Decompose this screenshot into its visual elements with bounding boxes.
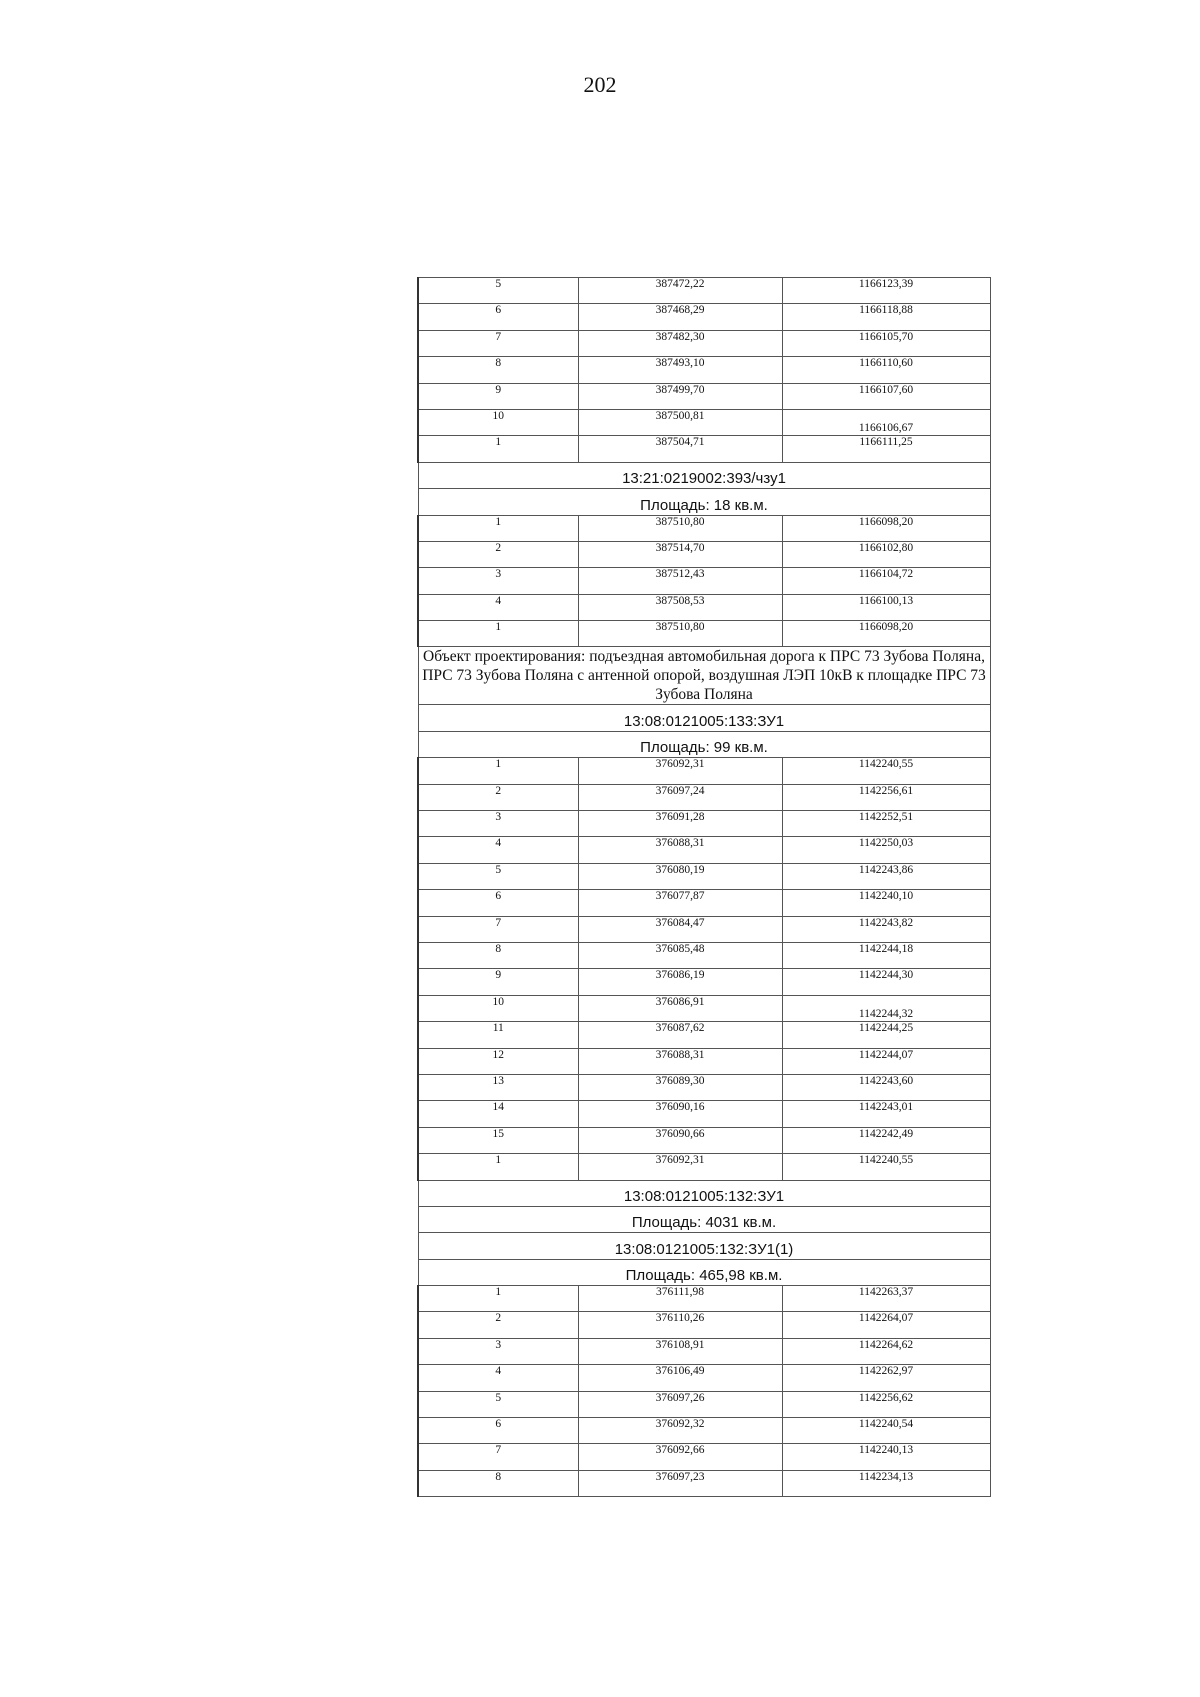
y-coordinate-cell: 1166118,88 — [782, 304, 990, 330]
y-coordinate-cell: 1166098,20 — [782, 621, 990, 647]
table-row — [418, 758, 990, 784]
x-coordinate-cell: 387493,10 — [578, 357, 782, 383]
section-header: 13:08:0121005:132:ЗУ1(1) — [418, 1233, 990, 1259]
y-coordinate-cell: 1166100,13 — [782, 594, 990, 620]
x-coordinate-cell: 376077,87 — [578, 890, 782, 916]
y-coordinate-cell: 1142244,07 — [782, 1048, 990, 1074]
y-coordinate-cell: 1142242,49 — [782, 1127, 990, 1153]
point-number-cell: 8 — [418, 1470, 578, 1496]
table-row — [418, 995, 990, 1021]
point-number-cell: 1 — [418, 436, 578, 462]
point-number-cell: 8 — [418, 357, 578, 383]
x-coordinate-cell: 387508,53 — [578, 594, 782, 620]
section-header-row — [418, 731, 990, 757]
y-coordinate-cell: 1142264,62 — [782, 1338, 990, 1364]
x-coordinate-cell: 376090,66 — [578, 1127, 782, 1153]
x-coordinate-cell: 376086,91 — [578, 995, 782, 1021]
point-number-cell: 10 — [418, 995, 578, 1021]
section-header-row — [418, 489, 990, 515]
section-header-row — [418, 1206, 990, 1232]
x-coordinate-cell: 387512,43 — [578, 568, 782, 594]
point-number-cell: 2 — [418, 541, 578, 567]
y-coordinate-cell: 1142244,32 — [782, 995, 990, 1021]
y-coordinate-cell: 1142243,86 — [782, 863, 990, 889]
point-number-cell: 14 — [418, 1101, 578, 1127]
x-coordinate-cell: 376111,98 — [578, 1286, 782, 1312]
coordinates-table-body — [418, 278, 990, 1497]
table-row — [418, 1338, 990, 1364]
table-row — [418, 1312, 990, 1338]
table-row — [418, 837, 990, 863]
section-header: Площадь: 18 кв.м. — [418, 489, 990, 515]
point-number-cell: 6 — [418, 1418, 578, 1444]
point-number-cell: 7 — [418, 916, 578, 942]
table-row — [418, 784, 990, 810]
table-row — [418, 969, 990, 995]
x-coordinate-cell: 387510,80 — [578, 515, 782, 541]
point-number-cell: 15 — [418, 1127, 578, 1153]
y-coordinate-cell: 1142256,61 — [782, 784, 990, 810]
point-number-cell: 1 — [418, 621, 578, 647]
table-row — [418, 863, 990, 889]
x-coordinate-cell: 376080,19 — [578, 863, 782, 889]
point-number-cell: 5 — [418, 863, 578, 889]
x-coordinate-cell: 376089,30 — [578, 1074, 782, 1100]
y-coordinate-cell: 1142234,13 — [782, 1470, 990, 1496]
x-coordinate-cell: 376097,24 — [578, 784, 782, 810]
y-coordinate-cell: 1166110,60 — [782, 357, 990, 383]
section-header-row — [418, 705, 990, 731]
point-number-cell: 5 — [418, 1391, 578, 1417]
table-row — [418, 1022, 990, 1048]
x-coordinate-cell: 376092,32 — [578, 1418, 782, 1444]
x-coordinate-cell: 376086,19 — [578, 969, 782, 995]
table-row — [418, 1127, 990, 1153]
section-header: Площадь: 465,98 кв.м. — [418, 1259, 990, 1285]
point-number-cell: 9 — [418, 383, 578, 409]
y-coordinate-cell: 1166123,39 — [782, 278, 990, 304]
table-row — [418, 515, 990, 541]
y-coordinate-cell: 1142240,55 — [782, 758, 990, 784]
point-number-cell: 3 — [418, 811, 578, 837]
point-number-cell: 2 — [418, 1312, 578, 1338]
y-coordinate-cell: 1142244,25 — [782, 1022, 990, 1048]
y-coordinate-cell: 1142252,51 — [782, 811, 990, 837]
point-number-cell: 3 — [418, 568, 578, 594]
point-number-cell: 9 — [418, 969, 578, 995]
table-row — [418, 1418, 990, 1444]
point-number-cell: 6 — [418, 304, 578, 330]
point-number-cell: 5 — [418, 278, 578, 304]
section-header: Площадь: 4031 кв.м. — [418, 1206, 990, 1232]
object-description: Объект проектирования: подъездная автомобильная дорога к ПРС 73 Зубова Поляна, ПРС 73 Зубова Поляна с антенной опорой, воздушная ЛЭП 10кВ к площадке ПРС 73 Зубова Поляна — [418, 647, 990, 705]
y-coordinate-cell: 1142250,03 — [782, 837, 990, 863]
y-coordinate-cell: 1142264,07 — [782, 1312, 990, 1338]
x-coordinate-cell: 376088,31 — [578, 837, 782, 863]
table-row — [418, 1444, 990, 1470]
table-row — [418, 436, 990, 462]
point-number-cell: 7 — [418, 330, 578, 356]
y-coordinate-cell: 1166105,70 — [782, 330, 990, 356]
table-row — [418, 304, 990, 330]
x-coordinate-cell: 376092,31 — [578, 758, 782, 784]
point-number-cell: 1 — [418, 1286, 578, 1312]
y-coordinate-cell: 1166107,60 — [782, 383, 990, 409]
x-coordinate-cell: 387504,71 — [578, 436, 782, 462]
x-coordinate-cell: 376092,66 — [578, 1444, 782, 1470]
table-row — [418, 330, 990, 356]
section-header: 13:21:0219002:393/чзу1 — [418, 462, 990, 488]
y-coordinate-cell: 1142240,54 — [782, 1418, 990, 1444]
table-row — [418, 1154, 990, 1180]
table-row — [418, 1391, 990, 1417]
point-number-cell: 4 — [418, 837, 578, 863]
y-coordinate-cell: 1142243,60 — [782, 1074, 990, 1100]
table-row — [418, 1074, 990, 1100]
x-coordinate-cell: 376087,62 — [578, 1022, 782, 1048]
section-header: Площадь: 99 кв.м. — [418, 731, 990, 757]
x-coordinate-cell: 376090,16 — [578, 1101, 782, 1127]
x-coordinate-cell: 376097,26 — [578, 1391, 782, 1417]
y-coordinate-cell: 1142262,97 — [782, 1365, 990, 1391]
x-coordinate-cell: 387510,80 — [578, 621, 782, 647]
x-coordinate-cell: 387500,81 — [578, 409, 782, 435]
x-coordinate-cell: 376097,23 — [578, 1470, 782, 1496]
table-row — [418, 541, 990, 567]
coordinates-table — [417, 277, 991, 1497]
table-row — [418, 942, 990, 968]
section-header-row — [418, 1233, 990, 1259]
point-number-cell: 4 — [418, 1365, 578, 1391]
x-coordinate-cell: 387499,70 — [578, 383, 782, 409]
point-number-cell: 4 — [418, 594, 578, 620]
y-coordinate-cell: 1142263,37 — [782, 1286, 990, 1312]
y-coordinate-cell: 1166106,67 — [782, 409, 990, 435]
table-row — [418, 409, 990, 435]
point-number-cell: 1 — [418, 515, 578, 541]
table-row — [418, 811, 990, 837]
table-row — [418, 568, 990, 594]
y-coordinate-cell: 1142240,13 — [782, 1444, 990, 1470]
table-row — [418, 278, 990, 304]
point-number-cell: 6 — [418, 890, 578, 916]
x-coordinate-cell: 376108,91 — [578, 1338, 782, 1364]
section-header-row — [418, 1259, 990, 1285]
point-number-cell: 10 — [418, 409, 578, 435]
section-header: 13:08:0121005:132:ЗУ1 — [418, 1180, 990, 1206]
y-coordinate-cell: 1142240,10 — [782, 890, 990, 916]
point-number-cell: 7 — [418, 1444, 578, 1470]
table-row — [418, 357, 990, 383]
table-row — [418, 1101, 990, 1127]
y-coordinate-cell: 1142240,55 — [782, 1154, 990, 1180]
page-number: 202 — [583, 72, 617, 97]
y-coordinate-cell: 1166102,80 — [782, 541, 990, 567]
y-coordinate-cell: 1142243,82 — [782, 916, 990, 942]
x-coordinate-cell: 376106,49 — [578, 1365, 782, 1391]
point-number-cell: 8 — [418, 942, 578, 968]
table-row — [418, 621, 990, 647]
table-row — [418, 594, 990, 620]
x-coordinate-cell: 376084,47 — [578, 916, 782, 942]
y-coordinate-cell: 1142244,30 — [782, 969, 990, 995]
y-coordinate-cell: 1142243,01 — [782, 1101, 990, 1127]
point-number-cell: 3 — [418, 1338, 578, 1364]
point-number-cell: 11 — [418, 1022, 578, 1048]
y-coordinate-cell: 1166098,20 — [782, 515, 990, 541]
point-number-cell: 12 — [418, 1048, 578, 1074]
table-row — [418, 1048, 990, 1074]
section-header: 13:08:0121005:133:ЗУ1 — [418, 705, 990, 731]
y-coordinate-cell: 1142244,18 — [782, 942, 990, 968]
table-row — [418, 890, 990, 916]
table-row — [418, 916, 990, 942]
object-description-row — [418, 647, 990, 705]
x-coordinate-cell: 376085,48 — [578, 942, 782, 968]
table-row — [418, 383, 990, 409]
x-coordinate-cell: 387514,70 — [578, 541, 782, 567]
point-number-cell: 1 — [418, 758, 578, 784]
x-coordinate-cell: 387468,29 — [578, 304, 782, 330]
section-header-row — [418, 1180, 990, 1206]
x-coordinate-cell: 387472,22 — [578, 278, 782, 304]
x-coordinate-cell: 376092,31 — [578, 1154, 782, 1180]
y-coordinate-cell: 1142256,62 — [782, 1391, 990, 1417]
table-row — [418, 1286, 990, 1312]
x-coordinate-cell: 376088,31 — [578, 1048, 782, 1074]
x-coordinate-cell: 387482,30 — [578, 330, 782, 356]
table-row — [418, 1365, 990, 1391]
y-coordinate-cell: 1166104,72 — [782, 568, 990, 594]
y-coordinate-cell: 1166111,25 — [782, 436, 990, 462]
point-number-cell: 1 — [418, 1154, 578, 1180]
point-number-cell: 2 — [418, 784, 578, 810]
x-coordinate-cell: 376091,28 — [578, 811, 782, 837]
table-row — [418, 1470, 990, 1496]
section-header-row — [418, 462, 990, 488]
x-coordinate-cell: 376110,26 — [578, 1312, 782, 1338]
point-number-cell: 13 — [418, 1074, 578, 1100]
